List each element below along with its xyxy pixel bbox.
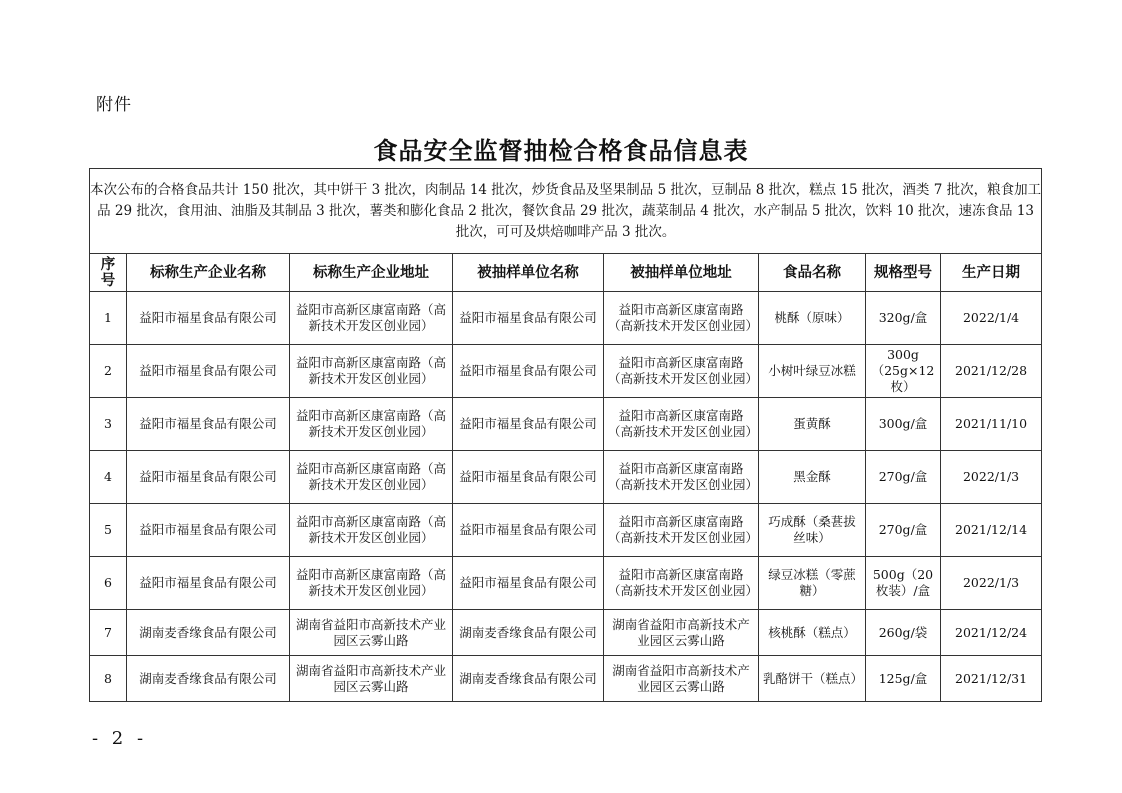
cell-seq: 6 <box>90 557 127 610</box>
cell-sampled-unit: 益阳市福星食品有限公司 <box>453 292 604 345</box>
table-row <box>90 557 1042 610</box>
cell-manufacturer-address: 益阳市高新区康富南路（高新技术开发区创业园） <box>290 557 453 610</box>
header-sampled-unit: 被抽样单位名称 <box>453 254 604 292</box>
cell-sampled-unit: 益阳市福星食品有限公司 <box>453 557 604 610</box>
attachment-label: 附件 <box>96 95 132 115</box>
cell-manufacturer: 湖南麦香缘食品有限公司 <box>127 656 290 702</box>
table-row <box>90 656 1042 702</box>
cell-spec: 260g/袋 <box>866 610 941 656</box>
cell-manufacturer-address: 益阳市高新区康富南路（高新技术开发区创业园） <box>290 504 453 557</box>
cell-food-name: 巧成酥（桑葚拔丝味） <box>759 504 866 557</box>
cell-manufacturer-address: 益阳市高新区康富南路（高新技术开发区创业园） <box>290 398 453 451</box>
cell-manufacturer-address: 湖南省益阳市高新技术产业园区云雾山路 <box>290 610 453 656</box>
cell-food-name: 核桃酥（糕点） <box>759 610 866 656</box>
cell-production-date: 2022/1/3 <box>941 451 1042 504</box>
cell-food-name: 小树叶绿豆冰糕 <box>759 345 866 398</box>
cell-sampled-address: 益阳市高新区康富南路（高新技术开发区创业园） <box>604 345 759 398</box>
cell-spec: 300g（25g×12 枚） <box>866 345 941 398</box>
cell-sampled-address: 益阳市高新区康富南路（高新技术开发区创业园） <box>604 292 759 345</box>
cell-spec: 320g/盒 <box>866 292 941 345</box>
header-sampled-address: 被抽样单位地址 <box>604 254 759 292</box>
cell-sampled-address: 湖南省益阳市高新技术产业园区云雾山路 <box>604 656 759 702</box>
cell-production-date: 2021/12/31 <box>941 656 1042 702</box>
cell-spec: 125g/盒 <box>866 656 941 702</box>
table-row <box>90 398 1042 451</box>
header-seq: 序号 <box>90 254 127 292</box>
header-production-date: 生产日期 <box>941 254 1042 292</box>
cell-seq: 4 <box>90 451 127 504</box>
page-title: 食品安全监督抽检合格食品信息表 <box>373 137 749 165</box>
cell-sampled-unit: 湖南麦香缘食品有限公司 <box>453 610 604 656</box>
cell-seq: 1 <box>90 292 127 345</box>
cell-spec: 270g/盒 <box>866 504 941 557</box>
cell-manufacturer: 益阳市福星食品有限公司 <box>127 504 290 557</box>
header-food-name: 食品名称 <box>759 254 866 292</box>
cell-manufacturer-address: 益阳市高新区康富南路（高新技术开发区创业园） <box>290 345 453 398</box>
cell-manufacturer-address: 益阳市高新区康富南路（高新技术开发区创业园） <box>290 292 453 345</box>
cell-production-date: 2021/11/10 <box>941 398 1042 451</box>
cell-food-name: 乳酪饼干（糕点） <box>759 656 866 702</box>
cell-production-date: 2021/12/14 <box>941 504 1042 557</box>
cell-manufacturer: 益阳市福星食品有限公司 <box>127 292 290 345</box>
cell-manufacturer: 益阳市福星食品有限公司 <box>127 451 290 504</box>
cell-spec: 300g/盒 <box>866 398 941 451</box>
cell-manufacturer-address: 湖南省益阳市高新技术产业园区云雾山路 <box>290 656 453 702</box>
cell-sampled-address: 益阳市高新区康富南路（高新技术开发区创业园） <box>604 557 759 610</box>
cell-sampled-address: 益阳市高新区康富南路（高新技术开发区创业园） <box>604 398 759 451</box>
header-spec: 规格型号 <box>866 254 941 292</box>
cell-sampled-unit: 湖南麦香缘食品有限公司 <box>453 656 604 702</box>
summary-text: 本次公布的合格食品共计 150 批次，其中饼干 3 批次，肉制品 14 批次，炒货食品及坚果制品 5 批次，豆制品 8 批次，糕点 15 批次，酒类 7 批次，粮食加工品 29 批次，食用油、油脂及其制品 3 批次，薯类和膨化食品 2 批次，餐饮食品 29 批次，蔬菜制品 4 批次，水产制品 5 批次，饮料 10 批次，速冻食品 13 批次，可可及烘焙咖啡产品 3 批次。 <box>90 169 1042 254</box>
cell-production-date: 2022/1/3 <box>941 557 1042 610</box>
cell-seq: 5 <box>90 504 127 557</box>
cell-sampled-unit: 益阳市福星食品有限公司 <box>453 504 604 557</box>
header-manufacturer-address: 标称生产企业地址 <box>290 254 453 292</box>
header-manufacturer: 标称生产企业名称 <box>127 254 290 292</box>
cell-manufacturer: 益阳市福星食品有限公司 <box>127 398 290 451</box>
table-row <box>90 610 1042 656</box>
table-header-row <box>90 254 1042 292</box>
cell-food-name: 蛋黄酥 <box>759 398 866 451</box>
cell-manufacturer: 湖南麦香缘食品有限公司 <box>127 610 290 656</box>
cell-seq: 7 <box>90 610 127 656</box>
cell-seq: 2 <box>90 345 127 398</box>
cell-sampled-address: 益阳市高新区康富南路（高新技术开发区创业园） <box>604 451 759 504</box>
cell-sampled-unit: 益阳市福星食品有限公司 <box>453 451 604 504</box>
summary-row <box>90 169 1042 254</box>
cell-food-name: 黑金酥 <box>759 451 866 504</box>
cell-manufacturer: 益阳市福星食品有限公司 <box>127 345 290 398</box>
cell-production-date: 2021/12/28 <box>941 345 1042 398</box>
cell-manufacturer-address: 益阳市高新区康富南路（高新技术开发区创业园） <box>290 451 453 504</box>
food-info-table <box>89 168 1042 702</box>
cell-seq: 3 <box>90 398 127 451</box>
table-row <box>90 504 1042 557</box>
cell-sampled-unit: 益阳市福星食品有限公司 <box>453 398 604 451</box>
cell-spec: 500g（20 枚装）/盒 <box>866 557 941 610</box>
cell-sampled-address: 湖南省益阳市高新技术产业园区云雾山路 <box>604 610 759 656</box>
table-row <box>90 292 1042 345</box>
table-row <box>90 451 1042 504</box>
cell-food-name: 绿豆冰糕（零蔗糖） <box>759 557 866 610</box>
table-row <box>90 345 1042 398</box>
cell-seq: 8 <box>90 656 127 702</box>
cell-sampled-unit: 益阳市福星食品有限公司 <box>453 345 604 398</box>
cell-production-date: 2021/12/24 <box>941 610 1042 656</box>
cell-production-date: 2022/1/4 <box>941 292 1042 345</box>
cell-sampled-address: 益阳市高新区康富南路（高新技术开发区创业园） <box>604 504 759 557</box>
cell-manufacturer: 益阳市福星食品有限公司 <box>127 557 290 610</box>
cell-spec: 270g/盒 <box>866 451 941 504</box>
page-number: - 2 - <box>92 728 148 749</box>
cell-food-name: 桃酥（原味） <box>759 292 866 345</box>
